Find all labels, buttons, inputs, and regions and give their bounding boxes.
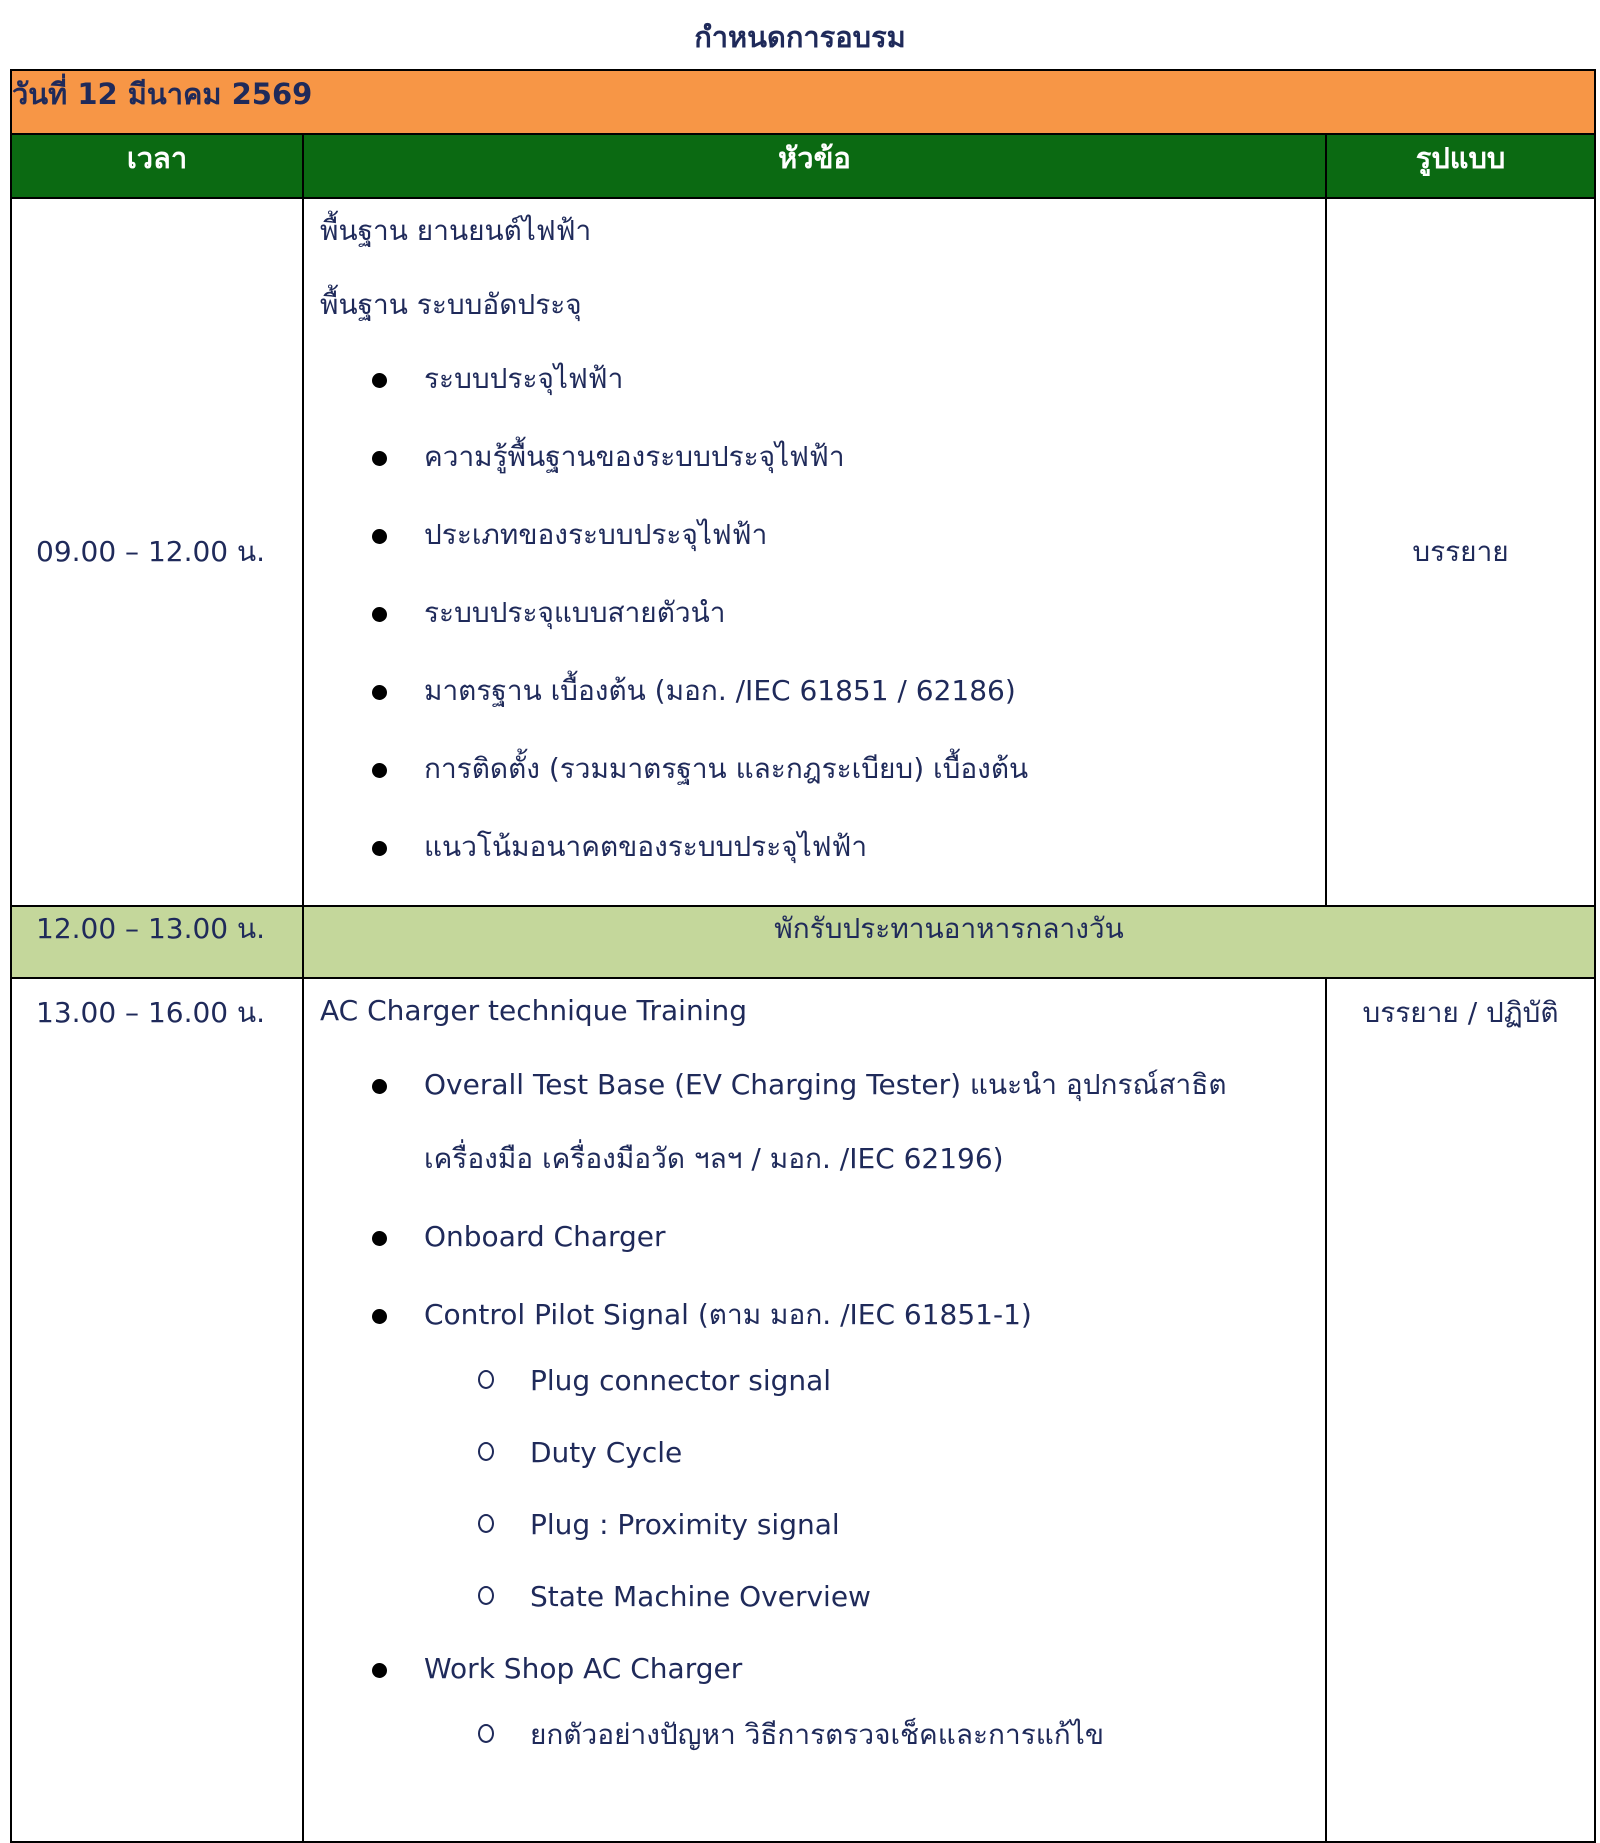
afternoon-session-row bbox=[11, 978, 1595, 1842]
list-item-text: แนวโน้มอนาคตของระบบประจุไฟฟ้า bbox=[424, 830, 868, 863]
morning-time: 09.00 – 12.00 น. bbox=[11, 198, 303, 906]
sub-list-item-text: Duty Cycle bbox=[530, 1436, 683, 1469]
circle-bullet-icon bbox=[478, 1370, 494, 1389]
sub-list-item-text: ยกตัวอย่างปัญหา วิธีการตรวจเช็คและการแก้ไข bbox=[530, 1718, 1104, 1751]
column-header-row bbox=[11, 134, 1595, 198]
list-item bbox=[320, 749, 1325, 789]
list-item-text-continued: เครื่องมือ เครื่องมือวัด ฯลฯ / มอก. /IEC 62196) bbox=[424, 1142, 1004, 1175]
afternoon-topics bbox=[303, 978, 1326, 1842]
bullet-icon bbox=[372, 841, 387, 856]
bullet-icon bbox=[372, 1663, 387, 1678]
bullet-icon bbox=[372, 685, 387, 700]
list-item-text: มาตรฐาน เบื้องต้น (มอก. /IEC 61851 / 62186) bbox=[424, 674, 1016, 707]
list-item-text: Control Pilot Signal (ตาม มอก. /IEC 61851-1) bbox=[424, 1298, 1032, 1331]
break-label: พักรับประทานอาหารกลางวัน bbox=[303, 906, 1595, 978]
column-header-topic: หัวข้อ bbox=[303, 134, 1326, 198]
document-title: กำหนดการอบรม bbox=[694, 20, 906, 54]
sub-list-item bbox=[320, 1505, 1325, 1545]
list-item-text: ความรู้พื้นฐานของระบบประจุไฟฟ้า bbox=[424, 440, 845, 473]
circle-bullet-icon bbox=[478, 1724, 494, 1743]
topic-line: พื้นฐาน ระบบอัดประจุ bbox=[320, 288, 582, 321]
break-time: 12.00 – 13.00 น. bbox=[11, 906, 303, 978]
list-item-text: ระบบประจุไฟฟ้า bbox=[424, 362, 624, 395]
bullet-icon bbox=[372, 1231, 387, 1246]
column-header-time: เวลา bbox=[11, 134, 303, 198]
column-header-format: รูปแบบ bbox=[1326, 134, 1595, 198]
list-item-text: Overall Test Base (EV Charging Tester) แนะนำ อุปกรณ์สาธิต bbox=[424, 1068, 1227, 1101]
topic-line: พื้นฐาน ยานยนต์ไฟฟ้า bbox=[320, 214, 592, 247]
lunch-break-row bbox=[11, 906, 1595, 978]
afternoon-bullet-list bbox=[320, 1065, 1325, 1335]
list-item bbox=[320, 827, 1325, 867]
bullet-icon bbox=[372, 451, 387, 466]
morning-topics bbox=[303, 198, 1326, 906]
morning-session-row bbox=[11, 198, 1595, 906]
sub-list-item-text: Plug : Proximity signal bbox=[530, 1508, 840, 1541]
afternoon-format: บรรยาย / ปฏิบัติ bbox=[1326, 978, 1595, 1842]
list-item bbox=[320, 437, 1325, 477]
control-pilot-sublist bbox=[320, 1361, 1325, 1617]
bullet-icon bbox=[372, 529, 387, 544]
sub-list-item-text: Plug connector signal bbox=[530, 1364, 832, 1397]
bullet-icon bbox=[372, 1079, 387, 1094]
workshop-bullet-list bbox=[320, 1649, 1325, 1689]
sub-list-item bbox=[320, 1577, 1325, 1617]
date-row bbox=[11, 70, 1595, 134]
list-item-text: ประเภทของระบบประจุไฟฟ้า bbox=[424, 518, 768, 551]
sub-list-item bbox=[320, 1715, 1325, 1755]
list-item bbox=[320, 515, 1325, 555]
bullet-icon bbox=[372, 607, 387, 622]
sub-list-item bbox=[320, 1361, 1325, 1401]
sub-list-item-text: State Machine Overview bbox=[530, 1580, 871, 1613]
bullet-icon bbox=[372, 763, 387, 778]
morning-format: บรรยาย bbox=[1326, 198, 1595, 906]
list-item-text: ระบบประจุแบบสายตัวนำ bbox=[424, 596, 726, 629]
afternoon-heading: AC Charger technique Training bbox=[320, 994, 747, 1027]
date-header: วันที่ 12 มีนาคม 2569 bbox=[11, 70, 1595, 134]
list-item-text: การติดตั้ง (รวมมาตรฐาน และกฎระเบียบ) เบื้องต้น bbox=[424, 752, 1029, 785]
sub-list-item bbox=[320, 1433, 1325, 1473]
list-item-text: Work Shop AC Charger bbox=[424, 1652, 743, 1685]
morning-bullet-list bbox=[320, 359, 1325, 867]
list-item bbox=[320, 359, 1325, 399]
bullet-icon bbox=[372, 1309, 387, 1324]
workshop-sublist bbox=[320, 1715, 1325, 1755]
afternoon-time: 13.00 – 16.00 น. bbox=[11, 978, 303, 1842]
circle-bullet-icon bbox=[478, 1586, 494, 1605]
list-item-text: Onboard Charger bbox=[424, 1220, 666, 1253]
circle-bullet-icon bbox=[478, 1514, 494, 1533]
circle-bullet-icon bbox=[478, 1442, 494, 1461]
list-item bbox=[320, 1217, 1325, 1257]
list-item bbox=[320, 671, 1325, 711]
bullet-icon bbox=[372, 373, 387, 388]
list-item bbox=[320, 1065, 1325, 1179]
list-item bbox=[320, 1649, 1325, 1689]
list-item bbox=[320, 593, 1325, 633]
schedule-table bbox=[10, 69, 1596, 1843]
list-item bbox=[320, 1295, 1325, 1335]
